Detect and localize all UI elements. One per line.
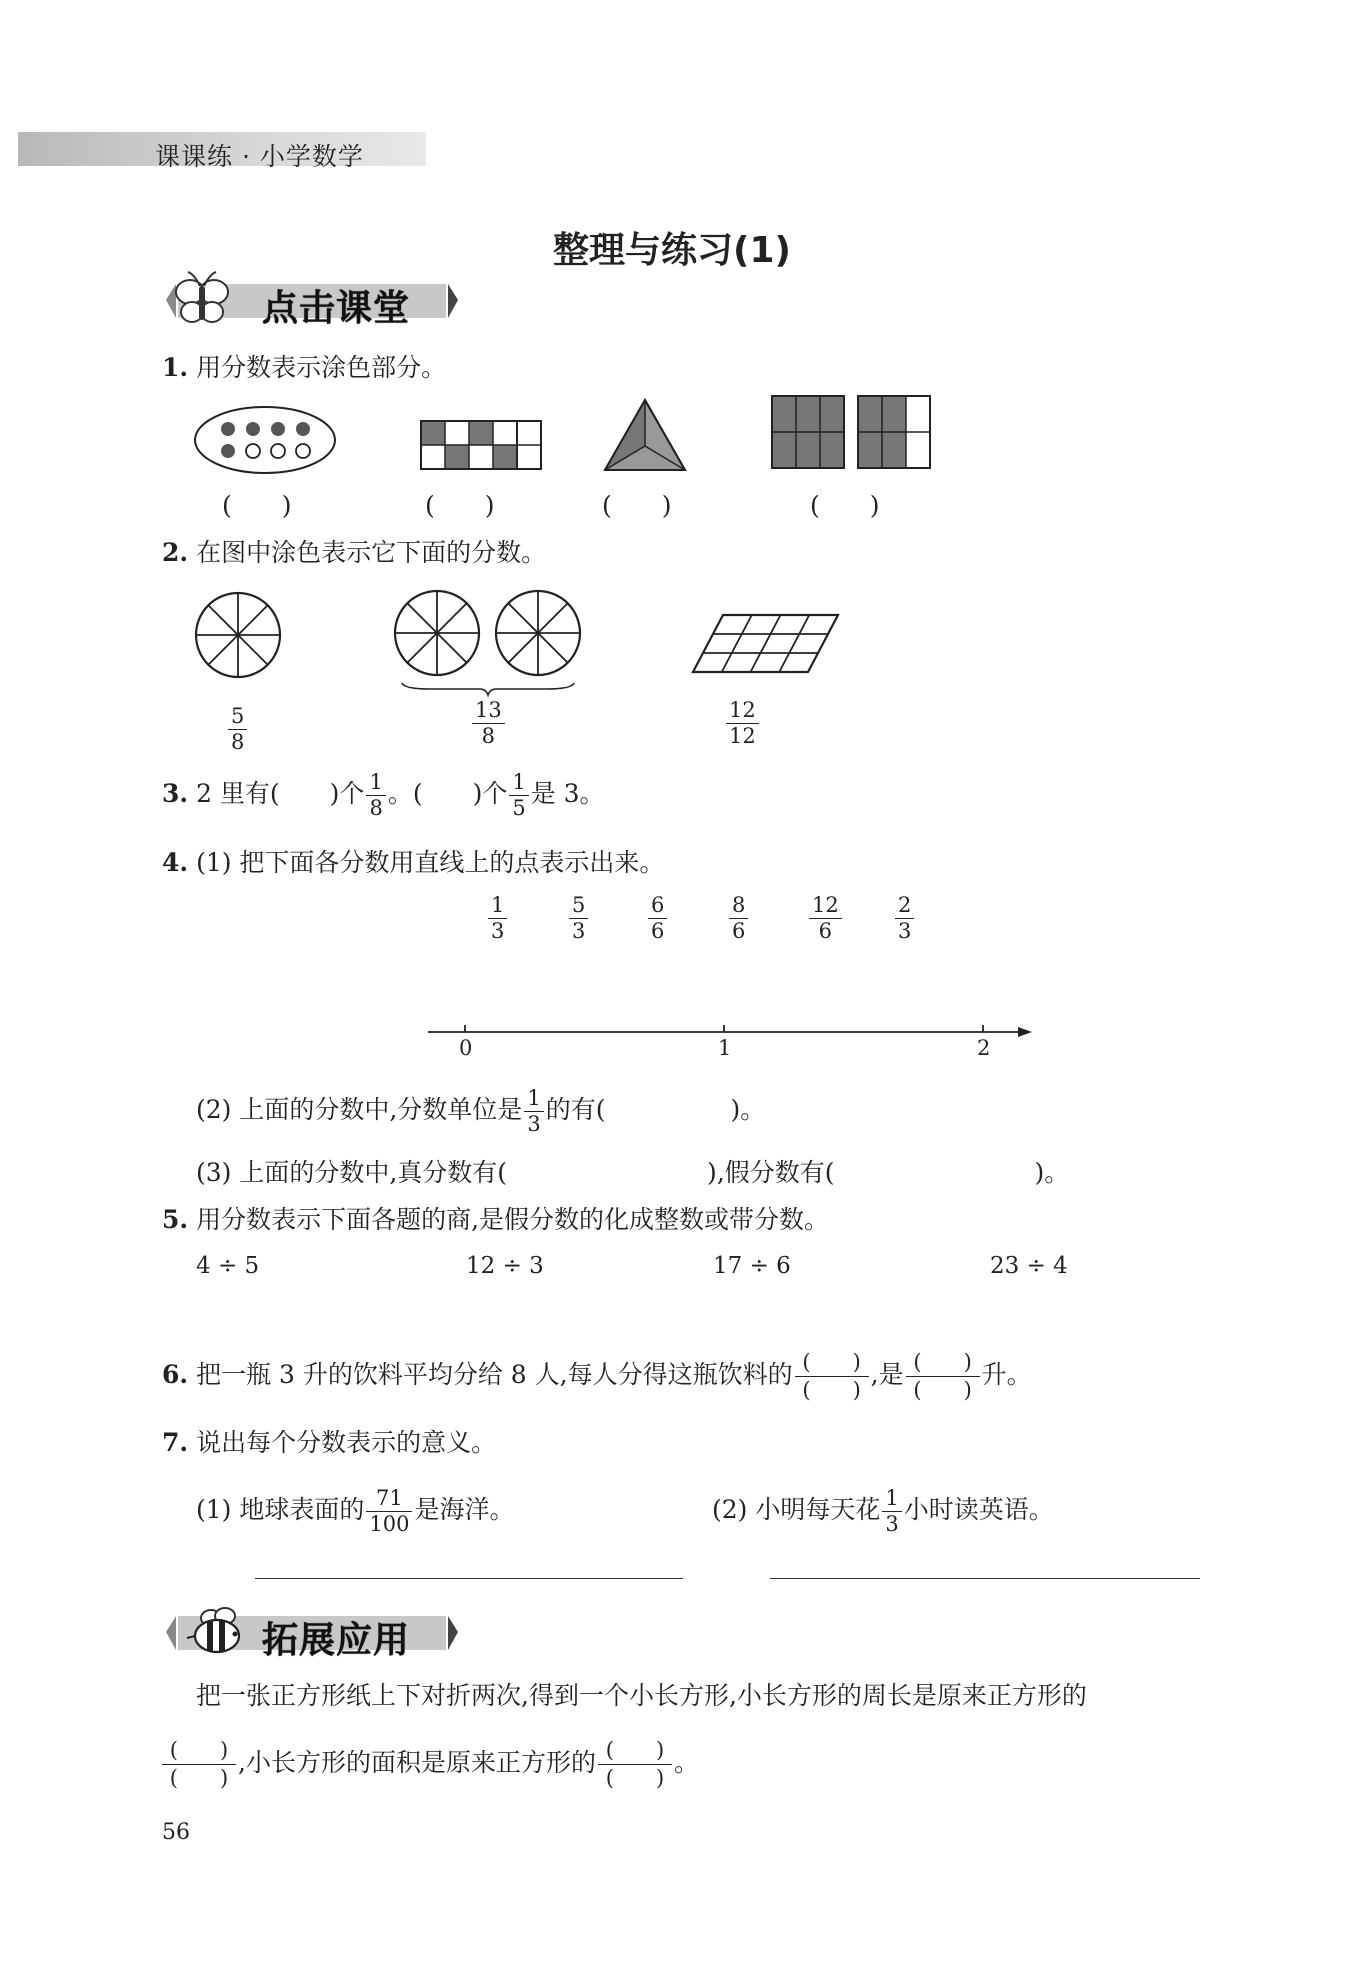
q1-blank-3[interactable]: ( ) (602, 491, 672, 520)
q2-frac-3: $\frac{12}{12}$ (724, 700, 761, 747)
circle-figure-3 (496, 591, 580, 675)
q3-frac-1: $\frac{1}{8}$ (366, 772, 385, 819)
q6-blank-frac-1[interactable]: $\frac{( )}{( )}$ (795, 1352, 869, 1401)
q7-line (162, 1430, 496, 1455)
section-label-class: 点击课堂 (262, 288, 411, 329)
q7-sub1: (1) 地球表面的 $\frac{71}{100}$ 是海洋。 (196, 1486, 515, 1536)
q2-line (162, 540, 546, 565)
q3-line: 3. 2 里有( )个 $\frac{1}{8}$ 。( )个 $\frac{1}{5}$ 是 3。 (162, 770, 605, 820)
page-title: 整理与练习(1) (553, 230, 791, 271)
section-banner-class (162, 270, 462, 332)
oval-dots-figure (195, 407, 335, 473)
parallelogram-grid (693, 615, 838, 672)
q1-line (162, 355, 446, 380)
tick-1: 1 (718, 1036, 732, 1060)
q2-frac-1: $\frac{5}{8}$ (226, 706, 249, 753)
extend-line-1: 把一张正方形纸上下对折两次,得到一个小长方形,小长方形的周长是原来正方形的 (196, 1681, 1087, 1710)
q4-sub2: (2) 上面的分数中,分数单位是 $\frac{1}{3}$ 的有( )。 (196, 1086, 766, 1136)
q4-sub2-frac: $\frac{1}{3}$ (524, 1088, 543, 1135)
q7-sub1-frac: $\frac{71}{100}$ (366, 1488, 412, 1535)
q6-number: 6. (162, 1360, 189, 1389)
q5-item-2: 12 ÷ 3 (466, 1253, 544, 1279)
q5-item-1: 4 ÷ 5 (196, 1253, 260, 1279)
q7-sub2: (2) 小明每天花 $\frac{1}{3}$ 小时读英语。 (712, 1486, 1054, 1536)
circle-figure-1 (196, 593, 280, 677)
q1-blank-4[interactable]: ( ) (810, 491, 880, 520)
q7-answer-line-2[interactable] (770, 1578, 1200, 1579)
tick-0: 0 (459, 1036, 473, 1060)
q1-blank-1[interactable]: ( ) (222, 491, 292, 520)
extend-blank-frac-1[interactable]: $\frac{( )}{( )}$ (162, 1740, 236, 1789)
tick-2: 2 (977, 1036, 991, 1060)
q4-number: 4. (162, 848, 189, 877)
q1-blank-2[interactable]: ( ) (425, 491, 495, 520)
grid-figure (421, 421, 541, 469)
q2-number: 2. (162, 538, 189, 567)
q2-text: 在图中涂色表示它下面的分数。 (196, 538, 547, 567)
page-number: 56 (162, 1820, 190, 1845)
q5-number: 5. (162, 1205, 189, 1234)
q2-frac-2: $\frac{13}{8}$ (470, 700, 507, 747)
q2-figures (190, 585, 850, 700)
q7-text: 说出每个分数表示的意义。 (196, 1428, 497, 1457)
brace (402, 683, 574, 695)
rectangles-figure (772, 396, 930, 468)
q7-sub2-frac: $\frac{1}{3}$ (882, 1488, 901, 1535)
q5-item-3: 17 ÷ 6 (713, 1253, 791, 1279)
q3-frac-2: $\frac{1}{5}$ (509, 772, 528, 819)
q6-line: 6. 把一瓶 3 升的饮料平均分给 8 人,每人分得这瓶饮料的 $\frac{( )}{( )}$ ,是 $\frac{( )}{( )}$ 升。 (162, 1350, 1032, 1402)
q5-text: 用分数表示下面各题的商,是假分数的化成整数或带分数。 (196, 1205, 830, 1234)
section-label-extend: 拓展应用 (262, 1620, 411, 1661)
circle-figure-2 (395, 591, 479, 675)
extend-line-2: $\frac{( )}{( )}$ ,小长方形的面积是原来正方形的 $\frac{( )}{( )}$ 。 (162, 1740, 699, 1789)
q3-number: 3. (162, 779, 189, 808)
header-title: 课课练 · 小学数学 (155, 142, 364, 171)
q4-sub3: (3) 上面的分数中,真分数有( ),假分数有( )。 (196, 1158, 1070, 1187)
q1-text: 用分数表示涂色部分。 (196, 353, 447, 382)
q7-number: 7. (162, 1428, 189, 1457)
q4-sub1: (1) 把下面各分数用直线上的点表示出来。 (196, 848, 665, 877)
q1-figures (190, 395, 950, 480)
q7-answer-line-1[interactable] (255, 1578, 683, 1579)
q6-blank-frac-2[interactable]: $\frac{( )}{( )}$ (906, 1352, 980, 1401)
extend-blank-frac-2[interactable]: $\frac{( )}{( )}$ (598, 1740, 672, 1789)
q4-fractions: $\frac{1}{3}$ $\frac{5}{3}$ $\frac{6}{6}$ $\frac{8}{6}$ $\frac{12}{6}$ $\frac{2}{3}$ (0, 895, 1350, 965)
q5-line (162, 1207, 829, 1232)
q5-item-4: 23 ÷ 4 (990, 1253, 1068, 1279)
triangle-figure (605, 400, 685, 470)
section-banner-extend (162, 1602, 462, 1664)
q1-number: 1. (162, 353, 189, 382)
q4-line (162, 850, 664, 875)
